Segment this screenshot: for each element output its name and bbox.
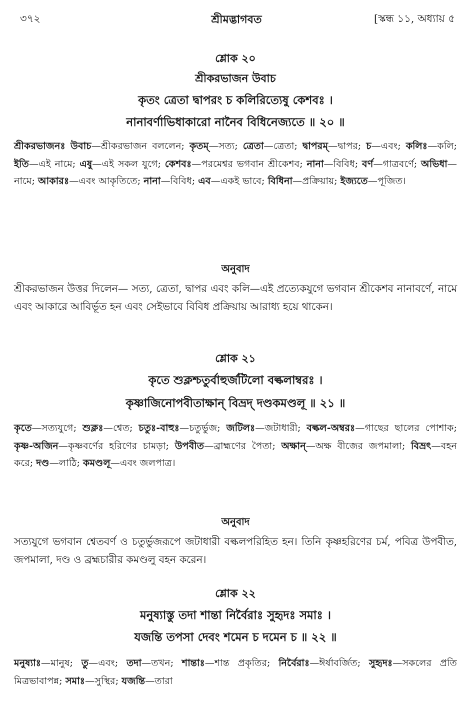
verse-20-word-for-word: শ্রীকরভাজনঃ উবাচ—শ্রীকরভাজন বললেন; কৃতম্—সত্য; ত্রেতা—ত্রেতা; দ্বাপরম্—দ্বাপর; চ—এবং; কলিঃ—কলি; ইতি—এই নামে; এষু—এই সকল যুগে; কেশবঃ—পরমেশ্বর ভগবান শ্রীকেশব; নানা—বিবিধ; বর্ণ—গাত্রবর্ণে; অভিধা—নামে; আকারঃ—এবং আকৃতিতে; নানা—বিবিধ; এব—একই ভাবে; বিধিনা—প্রক্রিয়ায়; ইজ্যতে—পূজিত। [14, 141, 457, 187]
verse-21-line-2: কৃষ্ণাজিনোপবীতাক্ষান্ বিভ্রদ্ দণ্ডকমণ্ডলূ ॥ ২১ ॥ [125, 396, 346, 410]
verse-22-word-for-word: মনুষ্যাঃ—মানুষ; তু—এবং; তদা—তখন; শান্তাঃ—শান্ত প্রকৃতির; নির্বৈরাঃ—ঈর্ষাবর্জিত; সুহৃদঃ—সকলের প্রতি মিত্রভাবাপন্ন; সমাঃ—সুস্থির; যজন্তি—তারা [14, 658, 457, 687]
page-number: ৩৭২ [20, 13, 41, 25]
verse-20-line-2: নানাবর্ণাভিধাকারো নানৈব বিধিনেজ্যতে ॥ ২০ ॥ [126, 115, 345, 129]
verse-20-speaker: শ্রীকরভাজন উবাচ [195, 72, 276, 85]
verse-21-heading: শ্লোক ২১ [215, 352, 256, 365]
verse-22-line-1: মনুষ্যাস্তু তদা শান্তা নির্বৈরাঃ সুহৃদঃ সমাঃ । [139, 608, 332, 622]
verse-22-heading: শ্লোক ২২ [215, 587, 256, 600]
verse-21-line-1: কৃতে শুক্লশ্চতুর্বাহুর্জটিলো বল্কলাম্বরঃ । [148, 373, 323, 387]
verse-20-line-1: কৃতং ত্রেতা দ্বাপরং চ কলিরিত্যেষু কেশবঃ । [138, 93, 333, 107]
running-header [14, 10, 459, 28]
verse-22-line-2: যজন্তি তপসা দেবং শমেন চ দমেন চ ॥ ২২ ॥ [134, 630, 337, 644]
chapter-reference: [স্কন্ধ ১১, অধ্যায় ৫ [373, 13, 455, 25]
verse-21-translation: সত্যযুগে ভগবান শ্বেতবর্ণ ও চতুর্ভুজরূপে জটাধারী বল্কলপরিহিত হন। তিনি কৃষ্ণহরিণের চর্ম, পবিত্র উপবীত, জপমালা, দণ্ড ও ব্রহ্মচারীর কমণ্ডলু বহন করেন। [14, 536, 457, 566]
verse-20-translation-heading: অনুবাদ [221, 264, 250, 275]
verse-20-heading: শ্লোক ২০ [215, 52, 256, 65]
verse-21-translation-heading: অনুবাদ [221, 517, 250, 528]
book-title: শ্রীমদ্ভাগবত [211, 13, 262, 26]
verse-21-word-for-word: কৃতে—সত্যযুগে; শুক্লঃ—শ্বেত; চতুঃ-বাহুঃ—চতুর্ভুজ; জটিলঃ—জটাধারী; বল্কল-অম্বরঃ—গাছের ছালের পোশাক; কৃষ্ণ-অজিন—কৃষ্ণবর্ণের হরিণের চামড়া; উপবীত—ব্রাহ্মণের পৈতা; অক্ষান্—অক্ষ বীজের জপমালা; বিভ্রৎ—বহন করে; দণ্ড—লাঠি; কমণ্ডলূ—এবং জলপাত্র। [14, 423, 457, 469]
verse-20-translation: শ্রীকরভাজন উত্তর দিলেন— সত্য, ত্রেতা, দ্বাপর এবং কলি—এই প্রত্যেকযুগে ভগবান শ্রীকেশব নানাবর্ণে, নামে এবং আকারে আবির্ভূত হন এবং সেইভাবে বিবিধ প্রক্রিয়ায় আরাধ্য হয়ে থাকেন। [14, 283, 457, 313]
